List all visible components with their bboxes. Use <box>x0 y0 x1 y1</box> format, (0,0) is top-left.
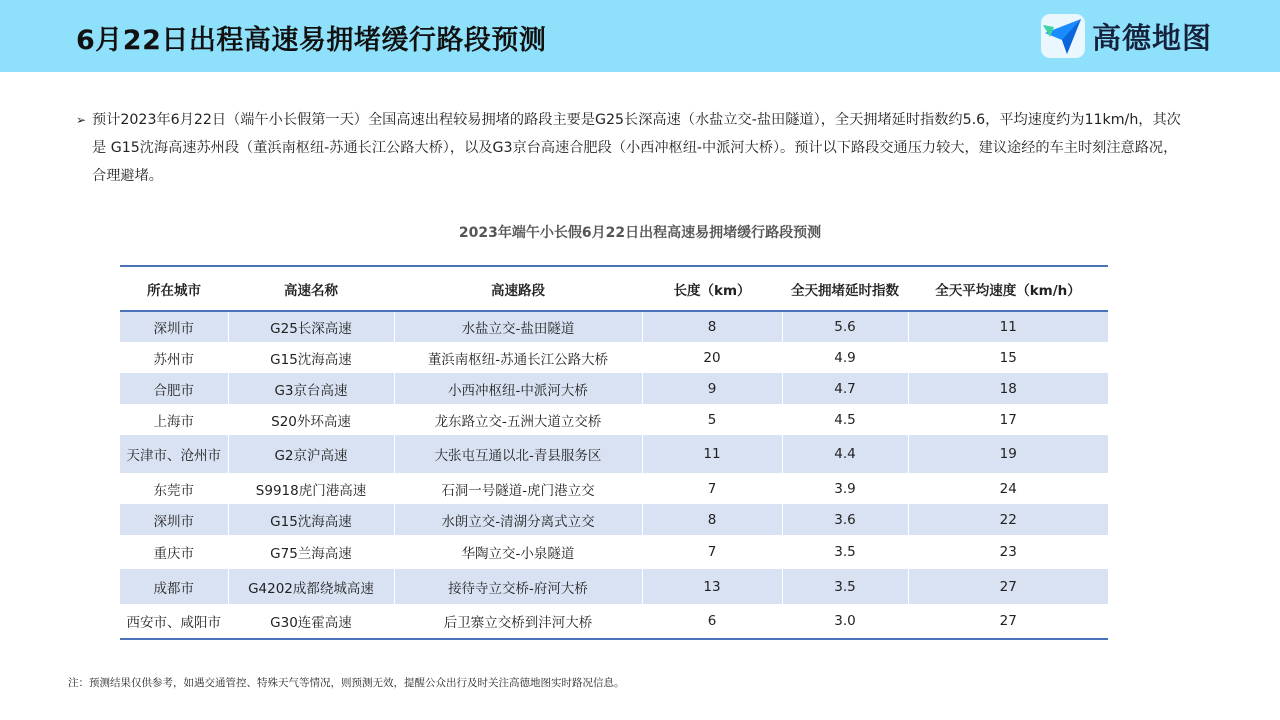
table-row <box>120 311 1108 342</box>
amap-logo <box>1040 13 1212 59</box>
cell-avg-speed: 15 <box>908 342 1108 373</box>
cell-highway: S9918虎门港高速 <box>228 473 394 504</box>
table-row <box>120 342 1108 373</box>
cell-delay-index: 4.5 <box>782 404 908 435</box>
header-avg-speed: 全天平均速度（km/h） <box>908 266 1108 311</box>
cell-city: 西安市、咸阳市 <box>120 604 228 639</box>
cell-highway: G3京台高速 <box>228 373 394 404</box>
cell-delay-index: 3.0 <box>782 604 908 639</box>
cell-length: 5 <box>642 404 782 435</box>
cell-city: 天津市、沧州市 <box>120 435 228 473</box>
cell-length: 8 <box>642 311 782 342</box>
cell-city: 成都市 <box>120 569 228 604</box>
cell-avg-speed: 27 <box>908 569 1108 604</box>
cell-city: 深圳市 <box>120 311 228 342</box>
cell-city: 合肥市 <box>120 373 228 404</box>
cell-section: 大张屯互通以北-青县服务区 <box>394 435 642 473</box>
cell-section: 石洞一号隧道-虎门港立交 <box>394 473 642 504</box>
table-header-row <box>120 266 1108 311</box>
cell-city: 东莞市 <box>153 482 194 499</box>
table-row <box>120 604 1108 639</box>
cell-section: 水朗立交-清湖分离式立交 <box>394 504 642 535</box>
cell-avg-speed: 24 <box>908 473 1108 504</box>
cell-city: 上海市 <box>153 413 194 430</box>
cell-delay-index: 4.4 <box>782 435 908 473</box>
intro-paragraph <box>76 106 1186 190</box>
cell-highway: G15沈海高速 <box>228 342 394 373</box>
cell-avg-speed: 19 <box>908 435 1108 473</box>
cell-city: 苏州市 <box>153 351 194 368</box>
cell-avg-speed: 11 <box>908 311 1108 342</box>
cell-highway: G30连霍高速 <box>228 604 394 639</box>
header-delay-index: 全天拥堵延时指数 <box>782 266 908 311</box>
cell-avg-speed: 17 <box>908 404 1108 435</box>
cell-section: 龙东路立交-五洲大道立交桥 <box>394 404 642 435</box>
table-row <box>120 435 1108 473</box>
table-row <box>120 504 1108 535</box>
cell-delay-index: 4.9 <box>782 342 908 373</box>
logo-text: 高德地图 <box>1092 20 1213 55</box>
header-section: 高速路段 <box>394 266 642 311</box>
table-title: 2023年端午小长假6月22日出程高速易拥堵缓行路段预测 <box>458 225 822 241</box>
cell-section: 后卫寨立交桥到沣河大桥 <box>394 604 642 639</box>
page-title: 6月22日出程高速易拥堵缓行路段预测 <box>76 25 547 56</box>
cell-city: 重庆市 <box>153 546 194 562</box>
cell-city: 深圳市 <box>120 504 228 535</box>
cell-length: 20 <box>642 342 782 373</box>
cell-delay-index: 4.7 <box>782 373 908 404</box>
cell-highway: G75兰海高速 <box>228 535 394 569</box>
cell-avg-speed: 18 <box>908 373 1108 404</box>
cell-avg-speed: 27 <box>908 604 1108 639</box>
cell-delay-index: 3.9 <box>782 473 908 504</box>
cell-highway: G15沈海高速 <box>228 504 394 535</box>
bullet-arrow-icon: ➢ <box>76 113 87 127</box>
intro-text: 预计2023年6月22日（端午小长假第一天）全国高速出程较易拥堵的路段主要是G25长深高速（水盐立交-盐田隧道），全天拥堵延时指数约5.6，平均速度约为11km/h，其次是 G15沈海高速苏州段（董浜南枢纽-苏通长江公路大桥），以及G3京台高速合肥段（小西冲枢纽-中派河大桥）。预计以下路段交通压力较大，建议途经的车主时刻注意路况，合理避堵。 <box>92 112 1181 184</box>
cell-highway: G4202成都绕城高速 <box>228 569 394 604</box>
table-row <box>120 373 1108 404</box>
cell-highway: G25长深高速 <box>228 311 394 342</box>
table-row <box>120 473 1108 504</box>
footnote: 注：预测结果仅供参考，如遇交通管控、特殊天气等情况，则预测无效，提醒公众出行及时关注高德地图实时路况信息。 <box>68 677 625 689</box>
cell-highway: G2京沪高速 <box>228 435 394 473</box>
cell-length: 13 <box>642 569 782 604</box>
cell-length: 9 <box>642 373 782 404</box>
cell-length: 6 <box>642 604 782 639</box>
amap-logo-icon <box>1040 13 1086 59</box>
cell-delay-index: 3.5 <box>782 569 908 604</box>
cell-length: 7 <box>642 473 782 504</box>
header-city: 所在城市 <box>120 266 228 311</box>
cell-section: 董浜南枢纽-苏通长江公路大桥 <box>394 342 642 373</box>
cell-delay-index: 3.6 <box>782 504 908 535</box>
header-bar <box>0 0 1280 72</box>
cell-delay-index: 3.5 <box>782 535 908 569</box>
table-row <box>120 535 1108 569</box>
cell-section: 小西冲枢纽-中派河大桥 <box>394 373 642 404</box>
cell-section: 华陶立交-小泉隧道 <box>394 535 642 569</box>
cell-highway: S20外环高速 <box>228 404 394 435</box>
table-row <box>120 404 1108 435</box>
cell-length: 7 <box>642 535 782 569</box>
cell-length: 8 <box>642 504 782 535</box>
cell-length: 11 <box>642 435 782 473</box>
cell-delay-index: 5.6 <box>782 311 908 342</box>
cell-avg-speed: 22 <box>908 504 1108 535</box>
header-highway: 高速名称 <box>228 266 394 311</box>
congestion-table <box>120 265 1108 640</box>
header-length: 长度（km） <box>642 266 782 311</box>
cell-section: 接待寺立交桥-府河大桥 <box>394 569 642 604</box>
table-row <box>120 569 1108 604</box>
cell-avg-speed: 23 <box>908 535 1108 569</box>
cell-section: 水盐立交-盐田隧道 <box>394 311 642 342</box>
